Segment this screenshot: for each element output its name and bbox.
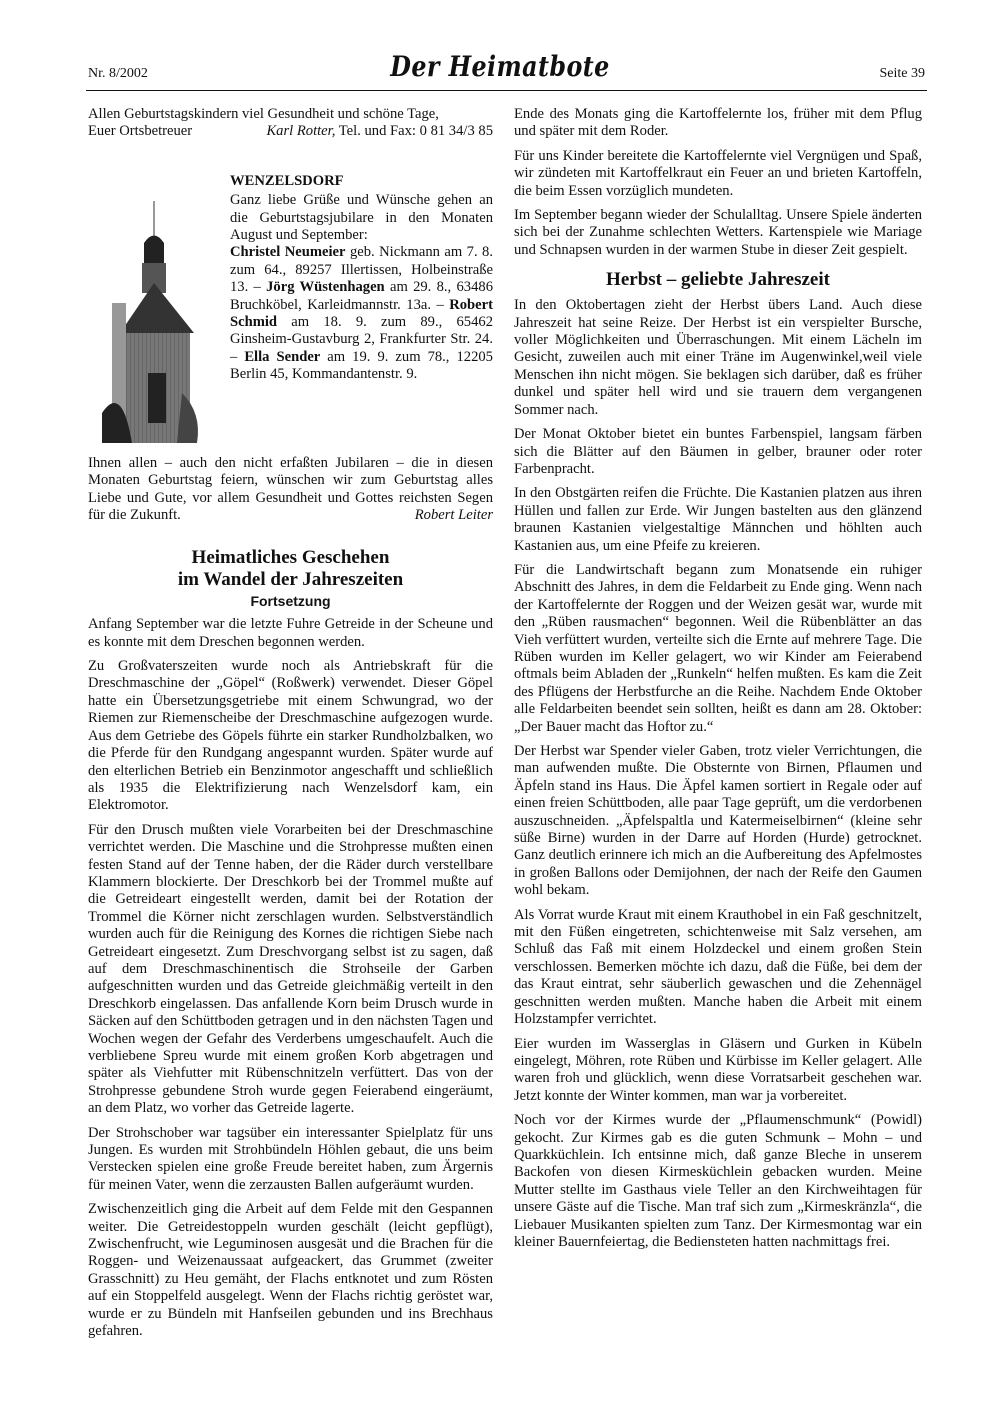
masthead: Der Heimatbote [390, 50, 610, 83]
article-paragraph: Als Vorrat wurde Kraut mit einem Krauthobel in ein Faß geschnitzelt, mit den Füßen eingetreten, schichtenweise mit Salz versehen, am Schluß das Faß mit einem Holzdeckel und einem großen Stein verschlossen. Bemerken möchte ich dazu, daß die Füße, bei dem der das Kraut eintrat, sehr säuberlich gewaschen und die Zehennägel geschnitten werden mußten. Manche haben die Arbeit mit einem Holzstampfer verrichtet. [514, 906, 922, 1028]
wenzelsdorf-intro: Ganz liebe Grüße und Wünsche gehen an die Geburtstagsjubilare in den Monaten August und September: [230, 192, 493, 244]
article-paragraph: Der Herbst war Spender vieler Gaben, trotz vieler Verrichtungen, die man aufwenden mußte. Die Obsternte von Birnen, Pflaumen und Äpfeln stand ins Haus. Die Äpfel kamen sortiert in Regale oder auf einen freien Schüttboden, alle paar Tage geprüft, um die verdorbenen auszuschneiden. „Äpfelspaltla und Katermeiselbirnen“ (kleine sehr süße Birne) wurden in der Darre auf Horden (Hurde) getrocknet. Ganz deutlich erinnere ich mich an die Aufbereitung des Apfelmostes in großen Ballons oder Demijohnen, der nach der Reife den Gaumen wohl bekam. [514, 743, 922, 899]
signature-role: Euer Ortsbetreuer [88, 123, 193, 140]
article-paragraph: Für die Landwirtschaft begann zum Monatsende ein ruhiger Abschnitt des Jahres, in dem die Feldarbeit zu Ende ging. Wenn nach der Kartoffelernte der Roggen und der Weizen gesät war, wurde mit den „Rüben rausmachen“ begonnen. Weil die Rübenblätter an das Vieh verfüttert wurden, verteilte sich die Ernte auf mehrere Tage. Die Rüben wurden im Keller gelagert, wo wir Kinder am Feierabend oftmals beim Abladen der „Runkeln“ helfen mußten. Es kam die Zeit des Pflügens der Herbstfurche an die Reihe. Nachdem Ende Oktober alle Feldarbeiten beendet sein sollten, heißt es dann am 28. Oktober: „Der Bauer macht das Hoftor zu.“ [514, 561, 922, 735]
jubilar-name: Christel Neumeier [230, 244, 346, 261]
jubilar-details: am 29. 8., 63486 Bruchköbel, Karleidmannstr. 13a. – [230, 279, 493, 313]
article-title-line1: Heimatliches Geschehen [191, 546, 390, 568]
article-paragraph: In den Oktobertagen zieht der Herbst übers Land. Auch diese Jahreszeit hat seine Reize. Der Herbst ist ein verspielter Bursche, voller Möglichkeiten und Überraschungen. Mit einem Lächeln im Gesicht, zuweilen auch mit einer Träne im Augenwinkel,weil viele Menschen ihn nicht mögen. Sie beklagen sich darüber, daß es früher dunkel und später hell wird und sie trauern dem vergangenen Sommer nach. [514, 297, 922, 418]
article-paragraph: In den Obstgärten reifen die Früchte. Die Kastanien platzen aus ihren Hüllen und fallen zur Erde. Wir Jungen bastelten aus den glänzend braunen Kastanien vielgestaltige Männchen und höhlten auch Kastanien aus, um eine Pfeife zu kreieren. [514, 485, 922, 554]
article-title [88, 547, 493, 591]
issue-number: Nr. 8/2002 [88, 66, 148, 81]
article-paragraph: Zwischenzeitlich ging die Arbeit auf dem Felde mit den Gespannen weiter. Die Getreidestoppeln wurden geschält (leicht gepflügt), Zwischenfrucht, wie Leguminosen ausgesät und die Brachen für die Roggen- und Weizenaussaat aufgeackert, das Grummet (zweiter Grasschnitt) zu Heu gemäht, der Flachs entknotet und zum Rösten auf ein Stoppelfeld ausgelegt. Wenn der Flachs richtig geröstet war, wurde er zu Bündeln mit Hanfseilen gebunden und ins Brechhaus gefahren. [88, 1201, 493, 1340]
article-paragraph: Für den Drusch mußten viele Vorarbeiten bei der Dreschmaschine verrichtet werden. Die Maschine und die Strohpresse mußten einen festen Stand auf der Tenne haben, der die Räder durch verstellbare Klammern blockierte. Der Dreschkorb bei der Trommel mußte auf die Getreideart eingestellt werden, damit bei der Rotation der Trommel die Körner nicht zerschlagen wurden. Selbstverständlich wurden auch für die Reinigung des Kornes die richtigen Siebe nach Getreideart eingesetzt. Zum Dreschvorgang selbst ist zu sagen, daß auf dem Dreschmaschinentisch die Strohseile der Garben aufgeschnitten wurden und das Getreide gleichmäßig verteilt in den Dreschkorb eingelassen. Das anfallende Korn beim Drusch wurde in Säcken auf den Schüttboden getragen und in den nächsten Tagen und Wochen wegen der Gefahr des Verderbens umgeschaufelt. Auch die verbliebene Spreu wurde mit einem großen Korb abgetragen und später als Viehfutter mit Rübenschnitzeln verfüttert. Das von der Strohpresse gebundene Stroh wurde gegen Feierabend eingeräumt, an dem Platz, wo vorher das Getreide lagerte. [88, 821, 493, 1117]
jubilar-name: Ella Sender [244, 348, 321, 365]
church-illustration [102, 183, 212, 443]
header-rule [86, 90, 927, 91]
jubilar-name: Robert Schmid [230, 296, 493, 331]
article-title-line2: im Wandel der Jahreszeiten [177, 568, 404, 590]
greeting-block [88, 106, 493, 141]
article-paragraph: Eier wurden im Wasserglas in Gläsern und Gurken in Kübeln eingelegt, Möhren, rote Rüben und Kürbisse im Keller gelagert. Alle waren froh und glücklich, wenn diese Vorratsarbeit geschehen war. Jetzt konnte der Winter kommen, man war ja vorbereitet. [514, 1035, 922, 1104]
article-paragraph: Anfang September war die letzte Fuhre Getreide in der Scheune und es konnte mit dem Dreschen begonnen werden. [88, 616, 493, 650]
section-heading: Herbst – geliebte Jahreszeit [606, 269, 830, 291]
jubilar-details: geb. Nickmann am 7. 8. zum 64., 89257 Illertissen, Holbeinstraße 13. – [230, 244, 493, 296]
article-paragraph: Zu Großvaterszeiten wurde noch als Antriebskraft für die Dreschmaschine der „Göpel“ (Roßwerk) verwendet. Dieser Göpel hatte ein Übersetzungsgetriebe mit einem Schwungrad, wo der Riemen zur Riemenscheibe der Dreschmaschine aufgezogen wurde. Aus dem Getriebe des Göpels führte ein starker Rundholzbalken, wo die Pferde für den Rundgang angespannt wurden. Später wurde auf den elterlichen Betrieb ein Benzinmotor angeschafft und schließlich als 1935 die Elektrifizierung nach Wenzelsdorf kam, ein Elektromotor. [88, 658, 493, 814]
greeting-line: Allen Geburtstagskindern viel Gesundheit und schöne Tage, [88, 106, 439, 122]
page-number: Seite 39 [879, 66, 925, 81]
signature-phone: Tel. und Fax: 0 81 34/3 85 [338, 123, 493, 140]
signature-contact [266, 123, 493, 140]
article-paragraph: Der Strohschober war tagsüber ein interessanter Spielplatz für uns Jungen. Es wurden mit Strohbündeln Höhlen gebaut, die uns beim Verstecken spielen eine große Freude bereitet haben, zum Ärgernis für meinen Vater, wenn die zerzausten Ballen aufgeräumt wurden. [88, 1124, 493, 1193]
article-paragraph: Für uns Kinder bereitete die Kartoffelernte viel Vergnügen und Spaß, wir zündeten mit Kartoffelkraut ein Feuer an und brieten Kartoffeln, die beim Essen vorzüglich mundeten. [514, 147, 922, 199]
article-paragraph: Im September begann wieder der Schulalltag. Unsere Spiele änderten sich bei der Zunahme schlechten Wetters. Kartenspiele wie Mariage und Schnapsen wurden in der warmen Stube in dieser Zeit gespielt. [514, 207, 922, 258]
wenzelsdorf-title: WENZELSDORF [230, 172, 344, 189]
article-paragraph: Der Monat Oktober bietet ein buntes Farbenspiel, langsam färben sich die Blätter auf den Bäumen in gelber, brauner oder roter Farbenpracht. [514, 426, 922, 477]
wenzelsdorf-block [88, 173, 493, 455]
wenzelsdorf-closing: Ihnen allen – auch den nicht erfaßten Jubilaren – die in diesen Monaten Geburtstag feiern, wünschen wir zum Geburtstag alles Liebe und Gute, vor allem Gesundheit und Gottes reichsten Segen für die Zukunft. [88, 454, 493, 524]
article-paragraph: Ende des Monats ging die Kartoffelernte los, früher mit dem Pflug und später mit dem Roder. [514, 106, 922, 140]
jubilar-details: am 19. 9. zum 78., 12205 Berlin 45, Kommandantenstr. 9. [230, 348, 493, 383]
jubilar-name: Jörg Wüstenhagen [266, 279, 385, 296]
left-column [88, 106, 493, 1348]
signature-row [88, 123, 493, 140]
signature-name: Karl Rotter, [266, 123, 336, 140]
wenzelsdorf-text [230, 173, 493, 384]
article-paragraph: Noch vor der Kirmes wurde der „Pflaumenschmunk“ (Powidl) gekocht. Zur Kirmes gab es die guten Schmunk – Mohn – und Quarkküchlein. Ich entsinne mich, daß ganze Bleche in unserem Backofen von diesen Kirmesküchlein gebacken wurden. Meine Mutter stellte im Gasthaus viele Teller an den Kirchweihtagen für unsere Gäste auf die Tische. Man traf sich zum „Kirmeskränzla“, die Liebauer Musikanten spielten zum Tanz. Der Kirmesmontag war ein kleiner Bauernfeiertag, die Bediensteten hatten nachmittags frei. [514, 1112, 922, 1250]
wenzelsdorf-jubilee-list [230, 244, 493, 383]
article-subtitle: Fortsetzung [250, 592, 331, 609]
wenzelsdorf-signature: Robert Leiter [414, 507, 493, 524]
jubilar-details: am 18. 9. zum 89., 65462 Ginsheim-Gustavburg 2, Frankfurter Str. 24. – [230, 314, 493, 365]
right-column [514, 106, 922, 1258]
